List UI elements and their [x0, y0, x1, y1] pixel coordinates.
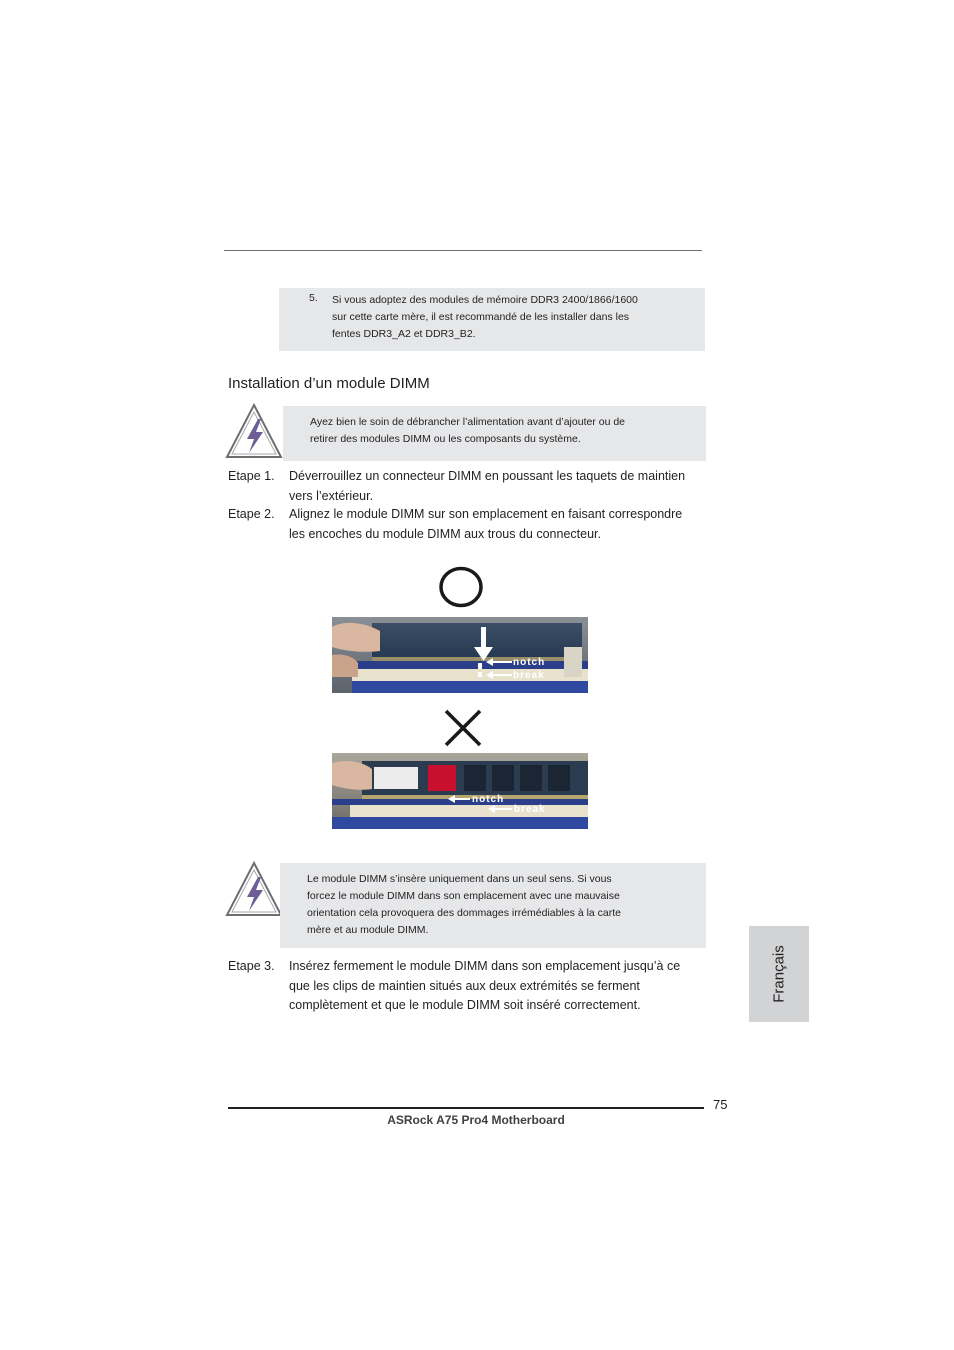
- note-line: Si vous adoptez des modules de mémoire DDR3 2400/1866/1600: [332, 294, 638, 306]
- step-label: Etape 3.: [228, 959, 275, 973]
- note-text: [332, 292, 692, 344]
- notch-label: notch: [472, 794, 505, 805]
- language-tab-label: Français: [770, 945, 788, 1003]
- warning-line: retirer des modules DIMM ou les composants du système.: [310, 433, 581, 445]
- warning-line: forcez le module DIMM dans son emplacement avec une mauvaise: [307, 890, 620, 902]
- circle-correct-icon: [438, 565, 484, 609]
- dimm-photo-correct: [332, 617, 588, 693]
- warning-text: [307, 871, 692, 939]
- break-label: break: [514, 804, 546, 815]
- step-line: que les clips de maintien situés aux deux extrémités se ferment: [289, 978, 640, 993]
- step-line: complètement et que le module DIMM soit inséré correctement.: [289, 998, 641, 1012]
- step-line: vers l’extérieur.: [289, 488, 374, 503]
- step-line: les encoches du module DIMM aux trous du connecteur.: [289, 526, 601, 541]
- warning-line: mère et au module DIMM.: [307, 924, 429, 936]
- note-line: fentes DDR3_A2 et DDR3_B2.: [332, 328, 476, 341]
- warning-triangle-lightning-icon: [225, 861, 283, 917]
- step-3: [228, 957, 708, 1017]
- bottom-rule: [228, 1107, 704, 1109]
- step-label: Etape 2.: [228, 507, 275, 521]
- note-number: 5.: [309, 292, 318, 304]
- notch-label: notch: [513, 657, 546, 668]
- section-title: Installation d’un module DIMM: [228, 375, 430, 392]
- step-line: Alignez le module DIMM sur son emplacement en faisant correspondre: [289, 507, 683, 521]
- warning-line: Le module DIMM s’insère uniquement dans un seul sens. Si vous: [307, 873, 612, 885]
- step-line: Déverrouillez un connecteur DIMM en poussant les taquets de maintien: [289, 469, 686, 483]
- break-label: break: [513, 670, 545, 681]
- step-text: [289, 505, 701, 544]
- language-tab: [749, 926, 809, 1022]
- step-line: Insérez fermement le module DIMM dans son emplacement jusqu’à ce: [289, 959, 681, 973]
- warning-line: orientation cela provoquera des dommages irrémédiables à la carte: [307, 907, 622, 919]
- step-2: [228, 505, 708, 545]
- note-line: sur cette carte mère, il est recommandé de les installer dans les: [332, 311, 630, 324]
- warning-box: [280, 863, 706, 948]
- dimm-photo-wrong: [332, 753, 588, 829]
- step-text: [289, 467, 701, 506]
- note-box: [279, 288, 705, 351]
- warning-box: [283, 406, 706, 461]
- warning-line: Ayez bien le soin de débrancher l’alimentation avant d’ajouter ou de: [310, 416, 626, 428]
- page-number: 75: [713, 1097, 728, 1112]
- step-text: [289, 957, 701, 1016]
- cross-wrong-icon: [443, 708, 483, 748]
- top-rule: [224, 250, 702, 251]
- footer-title: ASRock A75 Pro4 Motherboard: [387, 1113, 565, 1127]
- step-label: Etape 1.: [228, 469, 275, 483]
- step-1: [228, 467, 708, 507]
- warning-triangle-lightning-icon: [225, 403, 283, 459]
- warning-text: [310, 414, 695, 448]
